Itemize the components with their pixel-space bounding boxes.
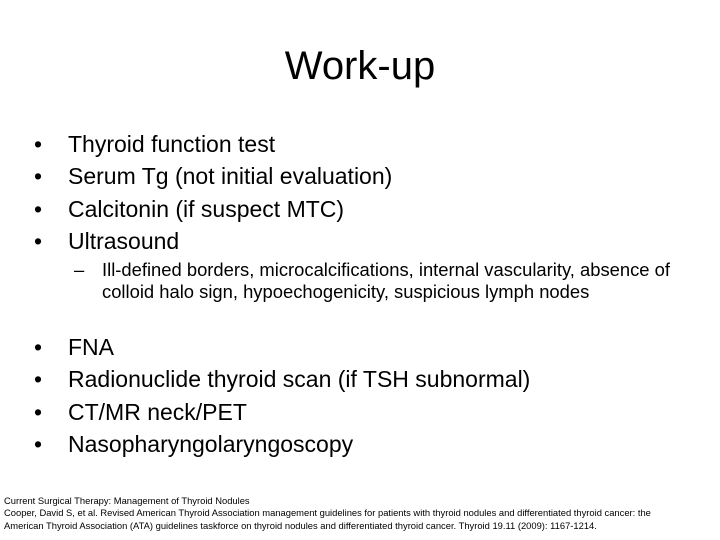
sub-bullet-text: Ill-defined borders, microcalcifications, internal vascularity, absence of colloid halo sign, hypoechogenicity, suspicious lymph nodes bbox=[102, 259, 670, 302]
bullet-item bbox=[30, 128, 392, 160]
bullet-icon: • bbox=[33, 366, 43, 393]
reference-line: Cooper, David S, et al. Revised American Thyroid Association management guidelines for patients with thyroid nodules and differentiated thyroid cancer: the bbox=[4, 507, 651, 519]
bullet-list-secondary bbox=[30, 331, 530, 460]
bullet-item bbox=[30, 225, 392, 257]
sub-bullet-list bbox=[74, 259, 694, 303]
bullet-item bbox=[30, 193, 392, 225]
bullet-text: Serum Tg (not initial evaluation) bbox=[68, 163, 393, 190]
bullet-icon: • bbox=[33, 430, 43, 457]
reference-line: Current Surgical Therapy: Management of Thyroid Nodules bbox=[4, 495, 250, 506]
bullet-icon: • bbox=[33, 334, 43, 360]
slide-title: Work-up bbox=[284, 44, 436, 88]
bullet-item bbox=[30, 363, 530, 395]
bullet-text: CT/MR neck/PET bbox=[68, 398, 247, 425]
bullet-list-primary bbox=[30, 128, 392, 257]
bullet-icon: • bbox=[33, 227, 43, 254]
bullet-item bbox=[30, 160, 392, 192]
references-footer bbox=[4, 495, 718, 532]
bullet-text: Ultrasound bbox=[68, 227, 180, 254]
bullet-icon: • bbox=[33, 131, 43, 157]
bullet-text: Radionuclide thyroid scan (if TSH subnormal) bbox=[68, 366, 531, 393]
bullet-item bbox=[30, 331, 530, 363]
bullet-icon: • bbox=[33, 195, 43, 222]
bullet-text: FNA bbox=[68, 334, 114, 360]
sub-bullet-item bbox=[74, 259, 694, 303]
bullet-icon: • bbox=[33, 163, 43, 190]
bullet-item bbox=[30, 396, 530, 428]
bullet-icon: • bbox=[33, 398, 43, 425]
bullet-text: Nasopharyngolaryngoscopy bbox=[68, 430, 354, 457]
reference-line: American Thyroid Association (ATA) guidelines taskforce on thyroid nodules and differentiated thyroid cancer. Thyroid 19.11 (2009): 1167-1214. bbox=[4, 519, 597, 531]
bullet-text: Calcitonin (if suspect MTC) bbox=[68, 195, 345, 222]
bullet-text: Thyroid function test bbox=[68, 131, 276, 157]
dash-icon: – bbox=[74, 259, 85, 280]
bullet-item bbox=[30, 428, 530, 460]
